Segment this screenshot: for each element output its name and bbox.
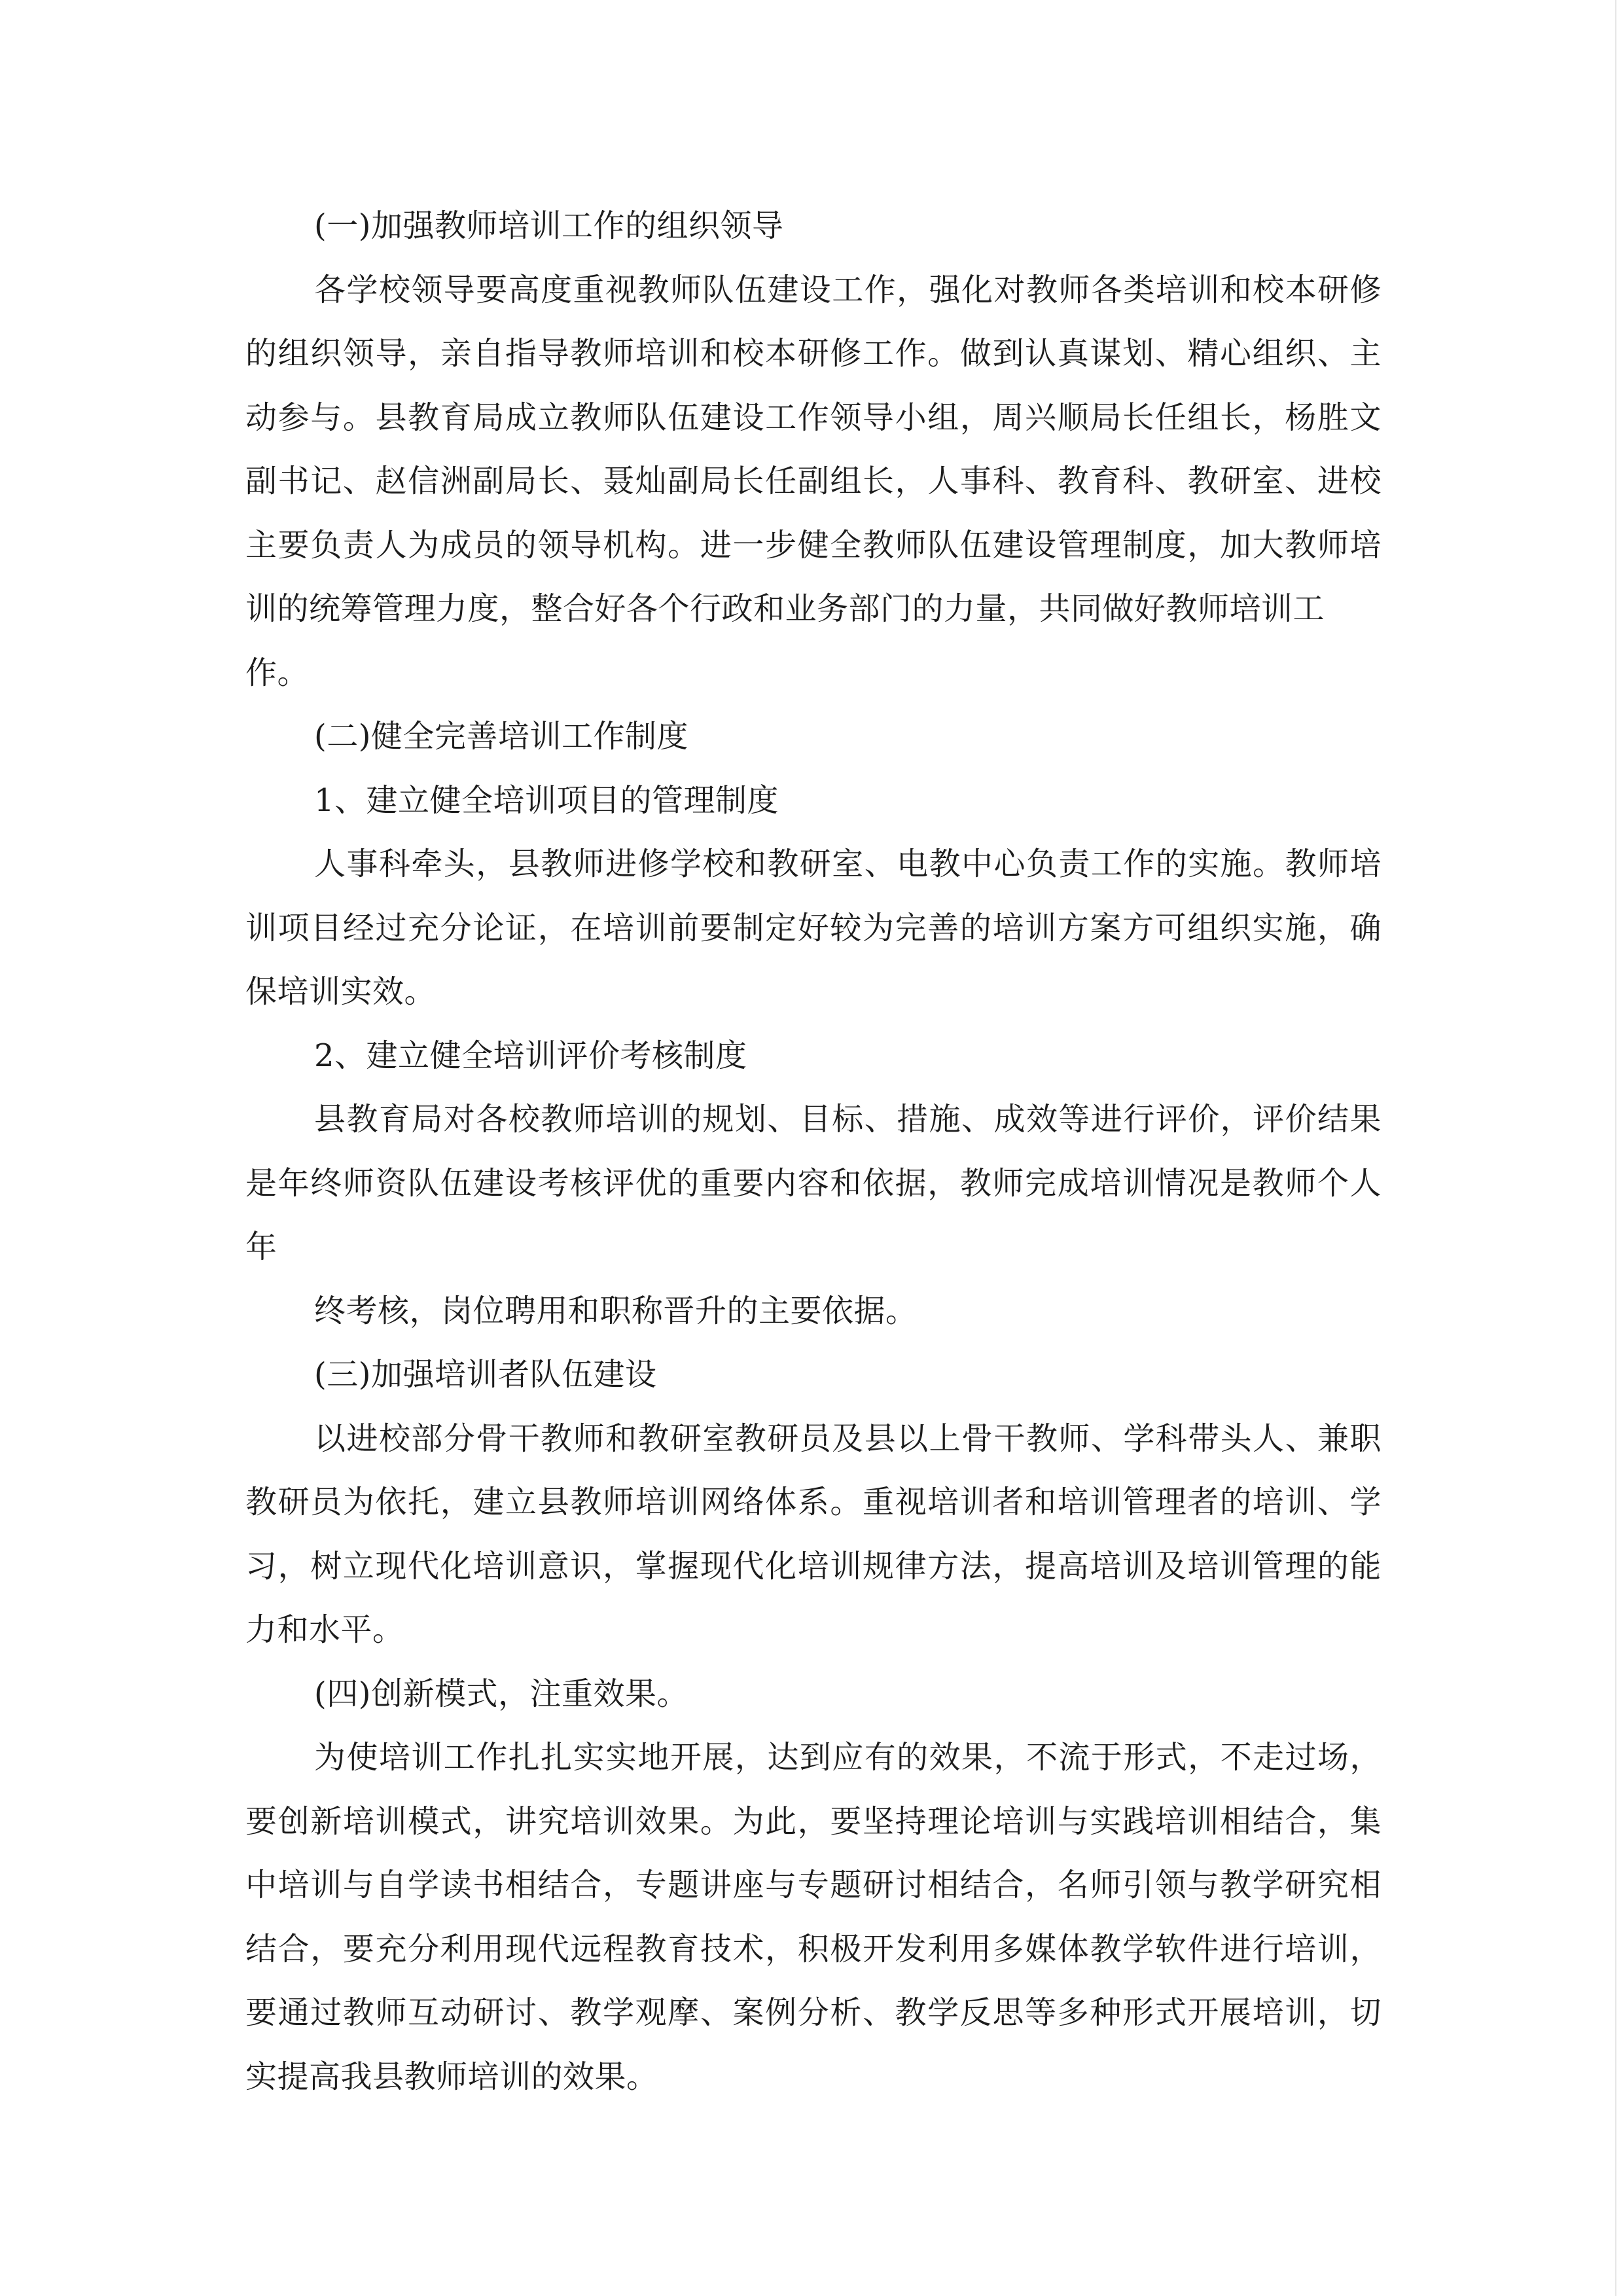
paragraph-organization-leadership	[245, 259, 1382, 706]
text-line: (三)加强培训者队伍建设	[314, 1356, 657, 1393]
text-line: (二)健全完善培训工作制度	[314, 718, 688, 755]
text-line: 习，树立现代化培训意识，掌握现代化培训规律方法，提高培训及培训管理的能	[245, 1547, 1382, 1585]
paragraph-project-management	[245, 833, 1382, 1024]
text-line: 各学校领导要高度重视教师队伍建设工作，强化对教师各类培训和校本研修	[314, 271, 1382, 308]
section-heading-3	[245, 1343, 1382, 1407]
text-line: 中培训与自学读书相结合，专题讲座与专题研讨相结合，名师引领与教学研究相	[245, 1867, 1382, 1903]
text-line: 结合，要充分利用现代远程教育技术，积极开发利用多媒体教学软件进行培训，	[245, 1930, 1382, 1967]
subheading-1	[245, 769, 1382, 833]
text-line: 人事科牵头，县教师进修学校和教研室、电教中心负责工作的实施。教师培	[314, 846, 1382, 882]
text-line: 为使培训工作扎扎实实地开展，达到应有的效果，不流于形式，不走过场，	[314, 1739, 1382, 1776]
scan-edge-line	[1615, 0, 1616, 2296]
text-line: 1、建立健全培训项目的管理制度	[314, 781, 779, 819]
text-line: 县教育局对各校教师培训的规划、目标、措施、成效等进行评价，评价结果	[314, 1101, 1382, 1138]
text-line: (四)创新模式，注重效果。	[314, 1675, 688, 1712]
text-line: 年	[245, 1229, 277, 1265]
text-line: 的组织领导，亲自指导教师培训和校本研修工作。做到认真谋划、精心组织、主	[245, 335, 1382, 372]
text-line: 副书记、赵信洲副局长、聂灿副局长任副组长，人事科、教育科、教研室、进校	[245, 463, 1382, 499]
paragraph-innovation	[245, 1726, 1382, 2109]
document-body	[245, 194, 1382, 2109]
text-line: 要通过教师互动研讨、教学观摩、案例分析、教学反思等多种形式开展培训，切	[245, 1994, 1382, 2031]
text-line: 以进校部分骨干教师和教研室教研员及县以上骨干教师、学科带头人、兼职	[314, 1420, 1382, 1457]
subheading-2	[245, 1024, 1382, 1088]
section-heading-4	[245, 1662, 1382, 1727]
text-line: 主要负责人为成员的领导机构。进一步健全教师队伍建设管理制度，加大教师培	[245, 526, 1382, 564]
text-line: 2、建立健全培训评价考核制度	[314, 1037, 747, 1074]
paragraph-evaluation	[245, 1088, 1382, 1280]
text-line: 训的统筹管理力度，整合好各个行政和业务部门的力量，共同做好教师培训工作。	[245, 590, 1325, 691]
paragraph-trainer-team	[245, 1407, 1382, 1662]
text-line: 保培训实效。	[245, 973, 437, 1010]
text-line: 是年终师资队伍建设考核评优的重要内容和依据，教师完成培训情况是教师个人	[245, 1164, 1382, 1202]
text-line: 教研员为依托，建立县教师培训网络体系。重视培训者和培训管理者的培训、学	[245, 1484, 1382, 1520]
text-line: 实提高我县教师培训的效果。	[245, 2058, 658, 2095]
section-heading-2	[245, 705, 1382, 769]
text-line: 动参与。县教育局成立教师队伍建设工作领导小组，周兴顺局长任组长，杨胜文	[245, 399, 1382, 436]
text-line: 终考核，岗位聘用和职称晋升的主要依据。	[314, 1292, 918, 1329]
text-line: (一)加强教师培训工作的组织领导	[314, 207, 784, 244]
text-line: 要创新培训模式，讲究培训效果。为此，要坚持理论培训与实践培训相结合，集	[245, 1803, 1382, 1840]
paragraph-evaluation-continued	[245, 1280, 1382, 1344]
section-heading-1	[245, 194, 1382, 259]
text-line: 训项目经过充分论证，在培训前要制定好较为完善的培训方案方可组织实施，确	[245, 909, 1382, 946]
text-line: 力和水平。	[245, 1611, 404, 1648]
